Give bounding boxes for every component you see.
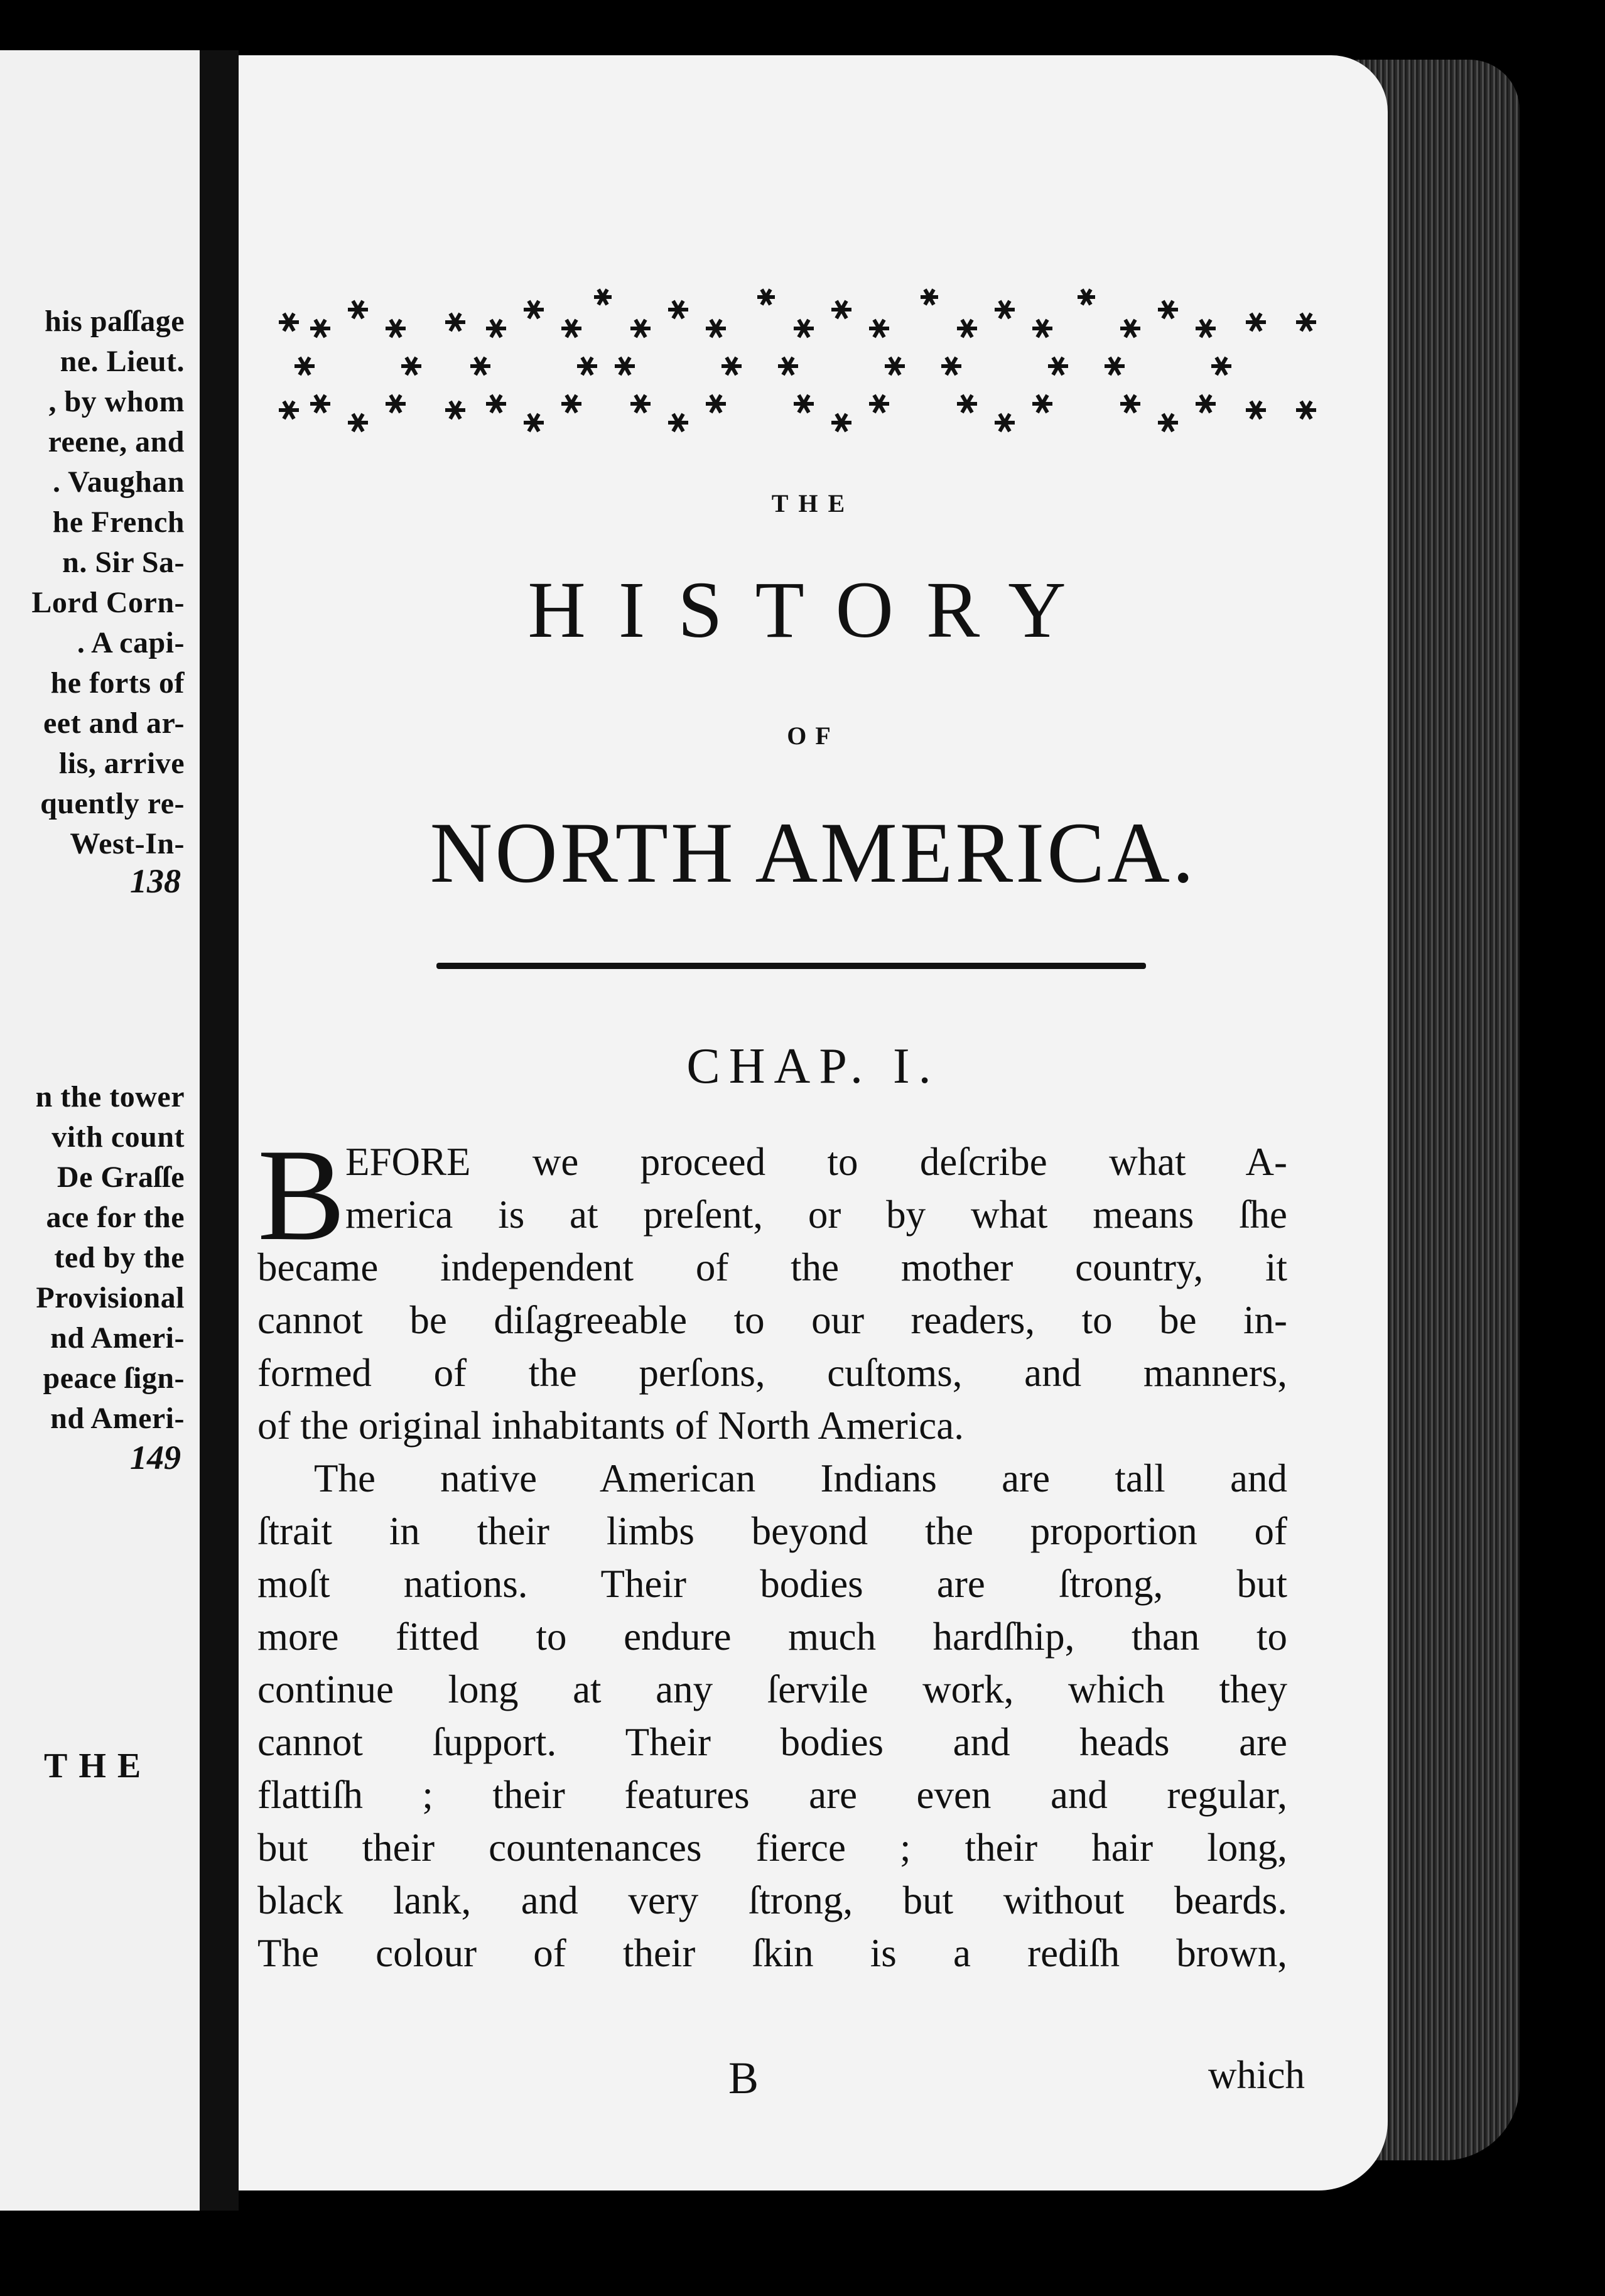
text-line: formed of the perſons, cuſtoms, and manners, — [257, 1351, 1287, 1395]
ornament-fleuron — [1158, 301, 1178, 318]
ornament-fleuron — [348, 301, 368, 318]
ornament-fleuron — [630, 395, 651, 413]
ornament-fleuron — [706, 395, 726, 413]
ornament-fleuron — [721, 357, 742, 375]
left-line: nd Ameri- — [50, 1402, 185, 1435]
left-line: West-In- — [70, 827, 185, 860]
ornament-fleuron — [831, 414, 851, 431]
ornament-fleuron — [401, 357, 421, 375]
book-gutter — [200, 50, 239, 2211]
ornament-fleuron — [1211, 357, 1231, 375]
text-line: EFORE we proceed to deſcribe what A- — [345, 1140, 1287, 1184]
ornament-fleuron — [957, 395, 977, 413]
ornament-fleuron — [757, 290, 775, 305]
ornament-fleuron — [386, 395, 406, 413]
left-line: peace ſign- — [43, 1362, 185, 1395]
ornament-fleuron — [831, 301, 851, 318]
ornament-fleuron — [995, 414, 1015, 431]
left-line: , by whom — [48, 385, 185, 418]
left-line: he forts of — [50, 666, 185, 700]
title-the: THE — [771, 489, 855, 517]
ornament-fleuron — [310, 395, 330, 413]
ornament-fleuron — [486, 395, 506, 413]
ornament-fleuron — [778, 357, 798, 375]
ornament-fleuron — [1078, 290, 1095, 305]
ornament-fleuron — [445, 401, 465, 419]
left-line: lis, arrive — [58, 747, 185, 780]
ornament-fleuron — [794, 395, 814, 413]
ornament-fleuron — [941, 357, 961, 375]
ornament-fleuron — [615, 357, 635, 375]
ornament-fleuron — [706, 320, 726, 337]
left-line: De Graſſe — [57, 1161, 185, 1194]
ornament-fleuron — [668, 414, 688, 431]
title-of: OF — [787, 722, 840, 750]
ornament-fleuron — [869, 320, 889, 337]
left-line: Provisional — [36, 1281, 185, 1314]
ornament-fleuron — [995, 301, 1015, 318]
left-line: eet and ar- — [43, 707, 185, 740]
text-line: became independent of the mother country, it — [257, 1245, 1287, 1289]
text-line: flattiſh ; their features are even and regular, — [257, 1773, 1287, 1817]
ornament-fleuron — [1120, 320, 1140, 337]
ornament-fleuron — [524, 301, 544, 318]
ornament-fleuron — [885, 357, 905, 375]
ornament-fleuron — [869, 395, 889, 413]
ornament-fleuron — [1158, 414, 1178, 431]
text-line: cannot be diſagreeable to our readers, to be in- — [257, 1298, 1287, 1342]
ornament-fleuron — [348, 414, 368, 431]
ornament-fleuron — [668, 301, 688, 318]
text-line: The native American Indians are tall and — [314, 1456, 1287, 1500]
ornament-fleuron — [1032, 395, 1052, 413]
ornament-fleuron — [1105, 357, 1125, 375]
ornament-fleuron — [1296, 401, 1316, 419]
ornament-fleuron — [386, 320, 406, 337]
left-page-number: 149 — [130, 1439, 181, 1476]
text-line: ſtrait in their limbs beyond the proportion of — [257, 1509, 1287, 1553]
ornament-fleuron — [524, 414, 544, 431]
ornament-fleuron — [470, 357, 490, 375]
left-line: Lord Corn- — [31, 586, 185, 619]
printer-ornament — [276, 272, 1319, 460]
left-line: ted by the — [54, 1241, 185, 1274]
left-line: his paſſage — [45, 305, 185, 338]
ornament-fleuron — [561, 320, 581, 337]
left-line: ne. Lieut. — [60, 345, 185, 378]
text-line: but their countenances fierce ; their hair long, — [257, 1826, 1287, 1870]
text-line: The colour of their ſkin is a rediſh brown, — [257, 1931, 1287, 1975]
ornament-fleuron — [794, 320, 814, 337]
ornament-fleuron — [577, 357, 597, 375]
ornament-fleuron — [1296, 313, 1316, 331]
text-line: of the original inhabitants of North America. — [257, 1404, 964, 1448]
ornament-fleuron — [1196, 395, 1216, 413]
text-line: continue long at any ſervile work, which they — [257, 1667, 1287, 1711]
title-line-2: NORTH AMERICA. — [430, 804, 1197, 901]
text-line: merica is at preſent, or by what means ſhe — [345, 1193, 1287, 1237]
ornament-fleuron — [1196, 320, 1216, 337]
ornament-fleuron — [561, 395, 581, 413]
left-page — [0, 50, 200, 2211]
ornament-fleuron — [1120, 395, 1140, 413]
left-line: vith count — [51, 1120, 185, 1154]
left-line: nd Ameri- — [50, 1321, 185, 1355]
ornament-fleuron — [921, 290, 938, 305]
ornament-fleuron — [486, 320, 506, 337]
ornament-fleuron — [957, 320, 977, 337]
title-rule — [436, 963, 1146, 969]
drop-cap: B — [257, 1122, 346, 1268]
left-line: n. Sir Sa- — [62, 546, 185, 579]
text-line: moſt nations. Their bodies are ſtrong, but — [257, 1562, 1287, 1606]
text-line: black lank, and very ſtrong, but without beards. — [257, 1878, 1287, 1922]
text-line: more fitted to endure much hardſhip, than to — [257, 1615, 1287, 1659]
left-line: . A capi- — [77, 626, 185, 659]
left-line: . Vaughan — [53, 465, 185, 499]
left-catchword: THE — [44, 1746, 153, 1785]
ornament-fleuron — [1246, 313, 1266, 331]
ornament-fleuron — [279, 313, 299, 331]
ornament-fleuron — [445, 313, 465, 331]
signature-mark: B — [728, 2053, 759, 2103]
ornament-fleuron — [1246, 401, 1266, 419]
title-line-1: HISTORY — [527, 565, 1099, 654]
ornament-fleuron — [630, 320, 651, 337]
chapter-heading: CHAP. I. — [686, 1039, 940, 1094]
left-line: ace for the — [46, 1201, 185, 1234]
text-line: cannot ſupport. Their bodies and heads are — [257, 1720, 1287, 1764]
left-line: reene, and — [48, 425, 185, 458]
ornament-fleuron — [310, 320, 330, 337]
left-page-number: 138 — [130, 862, 181, 900]
left-line: n the tower — [35, 1080, 185, 1113]
catchword: which — [1208, 2053, 1305, 2097]
ornament-fleuron — [1032, 320, 1052, 337]
ornament-fleuron — [295, 357, 315, 375]
body-text — [257, 1122, 1287, 1979]
left-line: he French — [52, 506, 185, 539]
right-page — [239, 55, 1388, 2190]
left-line: quently re- — [40, 787, 185, 820]
ornament-fleuron — [279, 401, 299, 419]
ornament-fleuron — [1048, 357, 1068, 375]
ornament-fleuron — [594, 290, 612, 305]
